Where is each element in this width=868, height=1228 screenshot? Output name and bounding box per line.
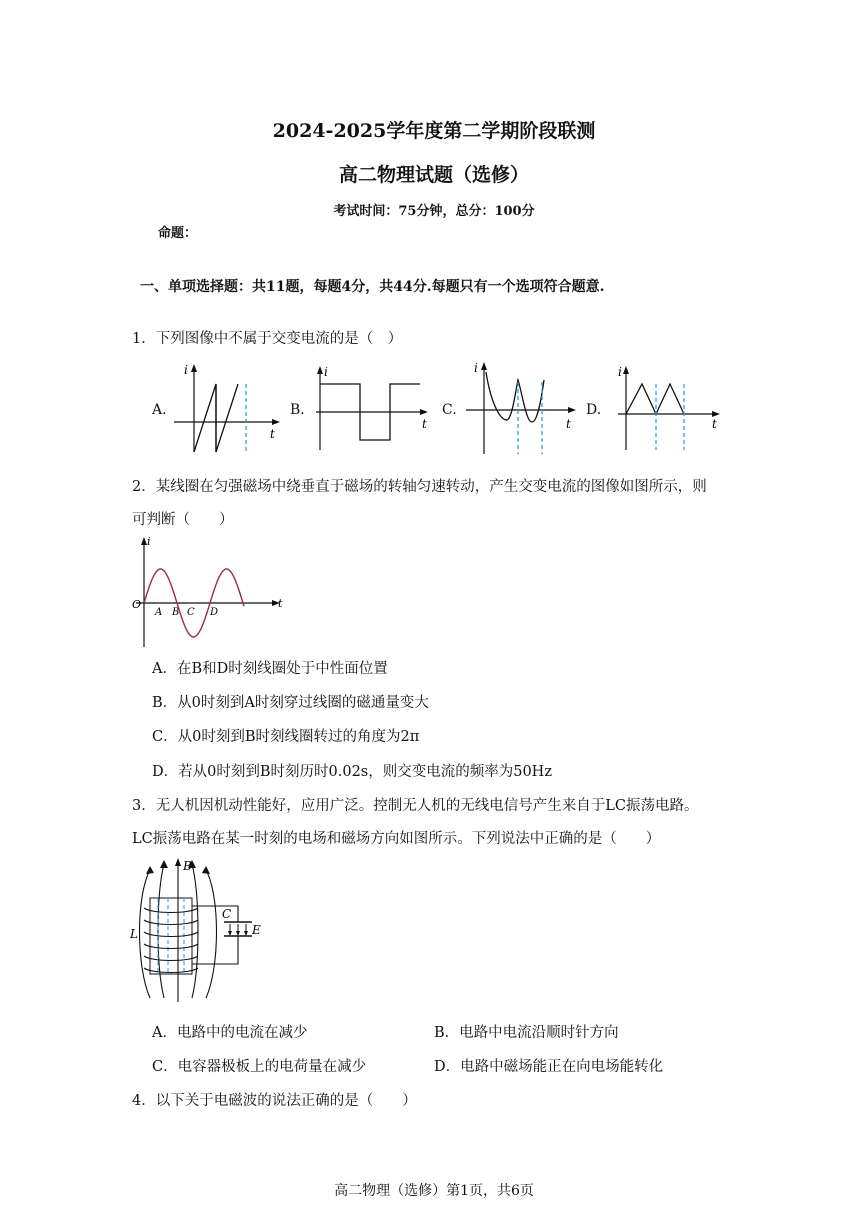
origin-label: O <box>132 598 142 611</box>
q1-option-d-label: D. <box>586 402 602 418</box>
q2-option-a: A．在B和D时刻线圈处于中性面位置 <box>152 661 388 677</box>
q3-option-b: B．电路中电流沿顺时针方向 <box>434 1025 619 1041</box>
page-footer: 高二物理（选修）第1页，共6页 <box>334 1183 534 1199</box>
point-b-label: B <box>172 607 180 618</box>
point-a-label: A <box>155 607 163 618</box>
axis-i-label: i <box>147 535 151 548</box>
q1-graph-c <box>462 358 582 458</box>
axis-i-label: i <box>324 365 328 379</box>
axis-t-label: t <box>566 417 571 431</box>
q2-sine-graph <box>128 533 286 651</box>
q2-option-d: D．若从0时刻到B时刻历时0.02s，则交变电流的频率为50Hz <box>152 764 552 780</box>
q3-option-c: C．电容器极板上的电荷量在减少 <box>152 1059 367 1075</box>
author-label: 命题： <box>158 226 198 241</box>
question-4-stem: 4．以下关于电磁波的说法正确的是（ ） <box>132 1093 417 1109</box>
exam-title: 2024-2025学年度第二学期阶段联测 <box>272 120 596 142</box>
question-3-stem-line2: LC振荡电路在某一时刻的电场和磁场方向如图所示。下列说法中正确的是（ ） <box>132 831 661 847</box>
label-b: B <box>183 859 192 873</box>
label-c: C <box>222 907 232 921</box>
label-l: L <box>130 927 138 941</box>
q1-option-b-label: B. <box>290 402 305 418</box>
exam-subtitle: 高二物理试题（选修） <box>338 164 529 186</box>
label-e: E <box>252 923 261 937</box>
axis-t-label: t <box>278 597 283 610</box>
q2-option-c: C．从0时刻到B时刻线圈转过的角度为2π <box>152 729 420 745</box>
question-2-stem-line1: 2．某线圈在匀强磁场中绕垂直于磁场的转轴匀速转动，产生交变电流的图像如图所示，则 <box>132 479 707 495</box>
question-1-stem: 1．下列图像中不属于交变电流的是（ ） <box>132 331 403 347</box>
question-2-stem-line2: 可判断（ ） <box>132 512 234 528</box>
axis-t-label: t <box>270 427 275 441</box>
axis-i-label: i <box>184 363 188 377</box>
axis-i-label: i <box>474 361 478 375</box>
q1-graph-a <box>172 360 282 455</box>
q2-option-b: B．从0时刻到A时刻穿过线圈的磁通量变大 <box>152 695 429 711</box>
q3-option-d: D．电路中磁场能正在向电场能转化 <box>434 1059 664 1075</box>
question-3-stem-line1: 3．无人机因机动性能好，应用广泛。控制无人机的无线电信号产生来自于LC振荡电路。 <box>132 798 699 814</box>
q3-option-a: A．电路中的电流在减少 <box>152 1025 308 1041</box>
exam-info: 考试时间：75分钟，总分：100分 <box>333 204 535 219</box>
axis-t-label: t <box>712 417 717 431</box>
point-d-label: D <box>210 607 219 618</box>
axis-t-label: t <box>422 417 427 431</box>
q1-option-c-label: C. <box>442 402 457 418</box>
section-heading: 一、单项选择题：共11题，每题4分，共44分.每题只有一个选项符合题意. <box>140 279 605 295</box>
q1-option-a-label: A. <box>152 402 167 418</box>
q1-graph-d <box>614 362 726 454</box>
q3-lc-circuit <box>128 856 268 1006</box>
axis-i-label: i <box>618 365 622 379</box>
q1-graph-b <box>312 362 434 454</box>
point-c-label: C <box>187 607 195 618</box>
